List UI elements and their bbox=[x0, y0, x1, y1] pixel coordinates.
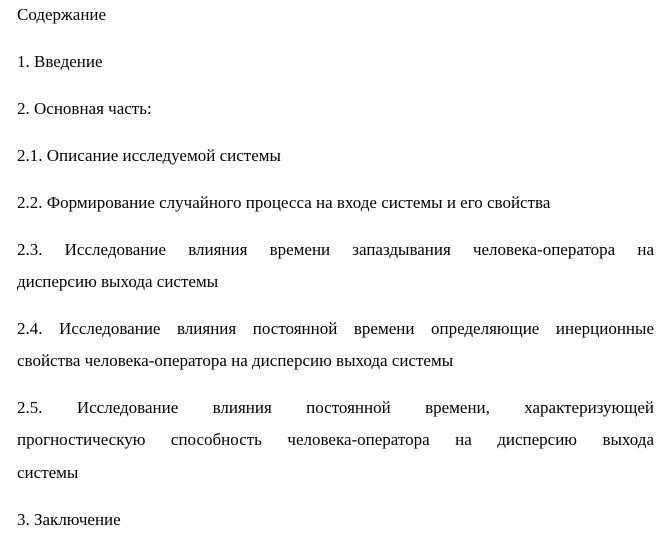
toc-item-2-3-line1: 2.3. Исследование влияния времени запаздывания человека-оператора на bbox=[17, 240, 654, 259]
toc-heading: Содержание bbox=[17, 5, 107, 24]
toc-item-2-4-line1: 2.4. Исследование влияния постоянной времени определяющие инерционные bbox=[17, 319, 654, 338]
toc-item-conclusion: 3. Заключение bbox=[17, 510, 121, 529]
toc-item-2-5-line2: прогностическую способность человека-оператора на дисперсию выхода bbox=[17, 430, 654, 449]
toc-item-introduction: 1. Введение bbox=[17, 52, 103, 71]
toc-item-2-1: 2.1. Описание исследуемой системы bbox=[17, 146, 281, 165]
toc-item-main-part: 2. Основная часть: bbox=[17, 99, 152, 118]
toc-item-2-2: 2.2. Формирование случайного процесса на входе системы и его свойства bbox=[17, 193, 551, 212]
toc-item-2-4-line2: свойства человека-оператора на дисперсию выхода системы bbox=[17, 351, 454, 370]
toc-item-2-5-line3: системы bbox=[17, 463, 79, 482]
toc-item-2-5-line1: 2.5. Исследование влияния постоянной времени, характеризующей bbox=[17, 398, 654, 417]
toc-item-2-3-line2: дисперсию выхода системы bbox=[17, 272, 219, 291]
